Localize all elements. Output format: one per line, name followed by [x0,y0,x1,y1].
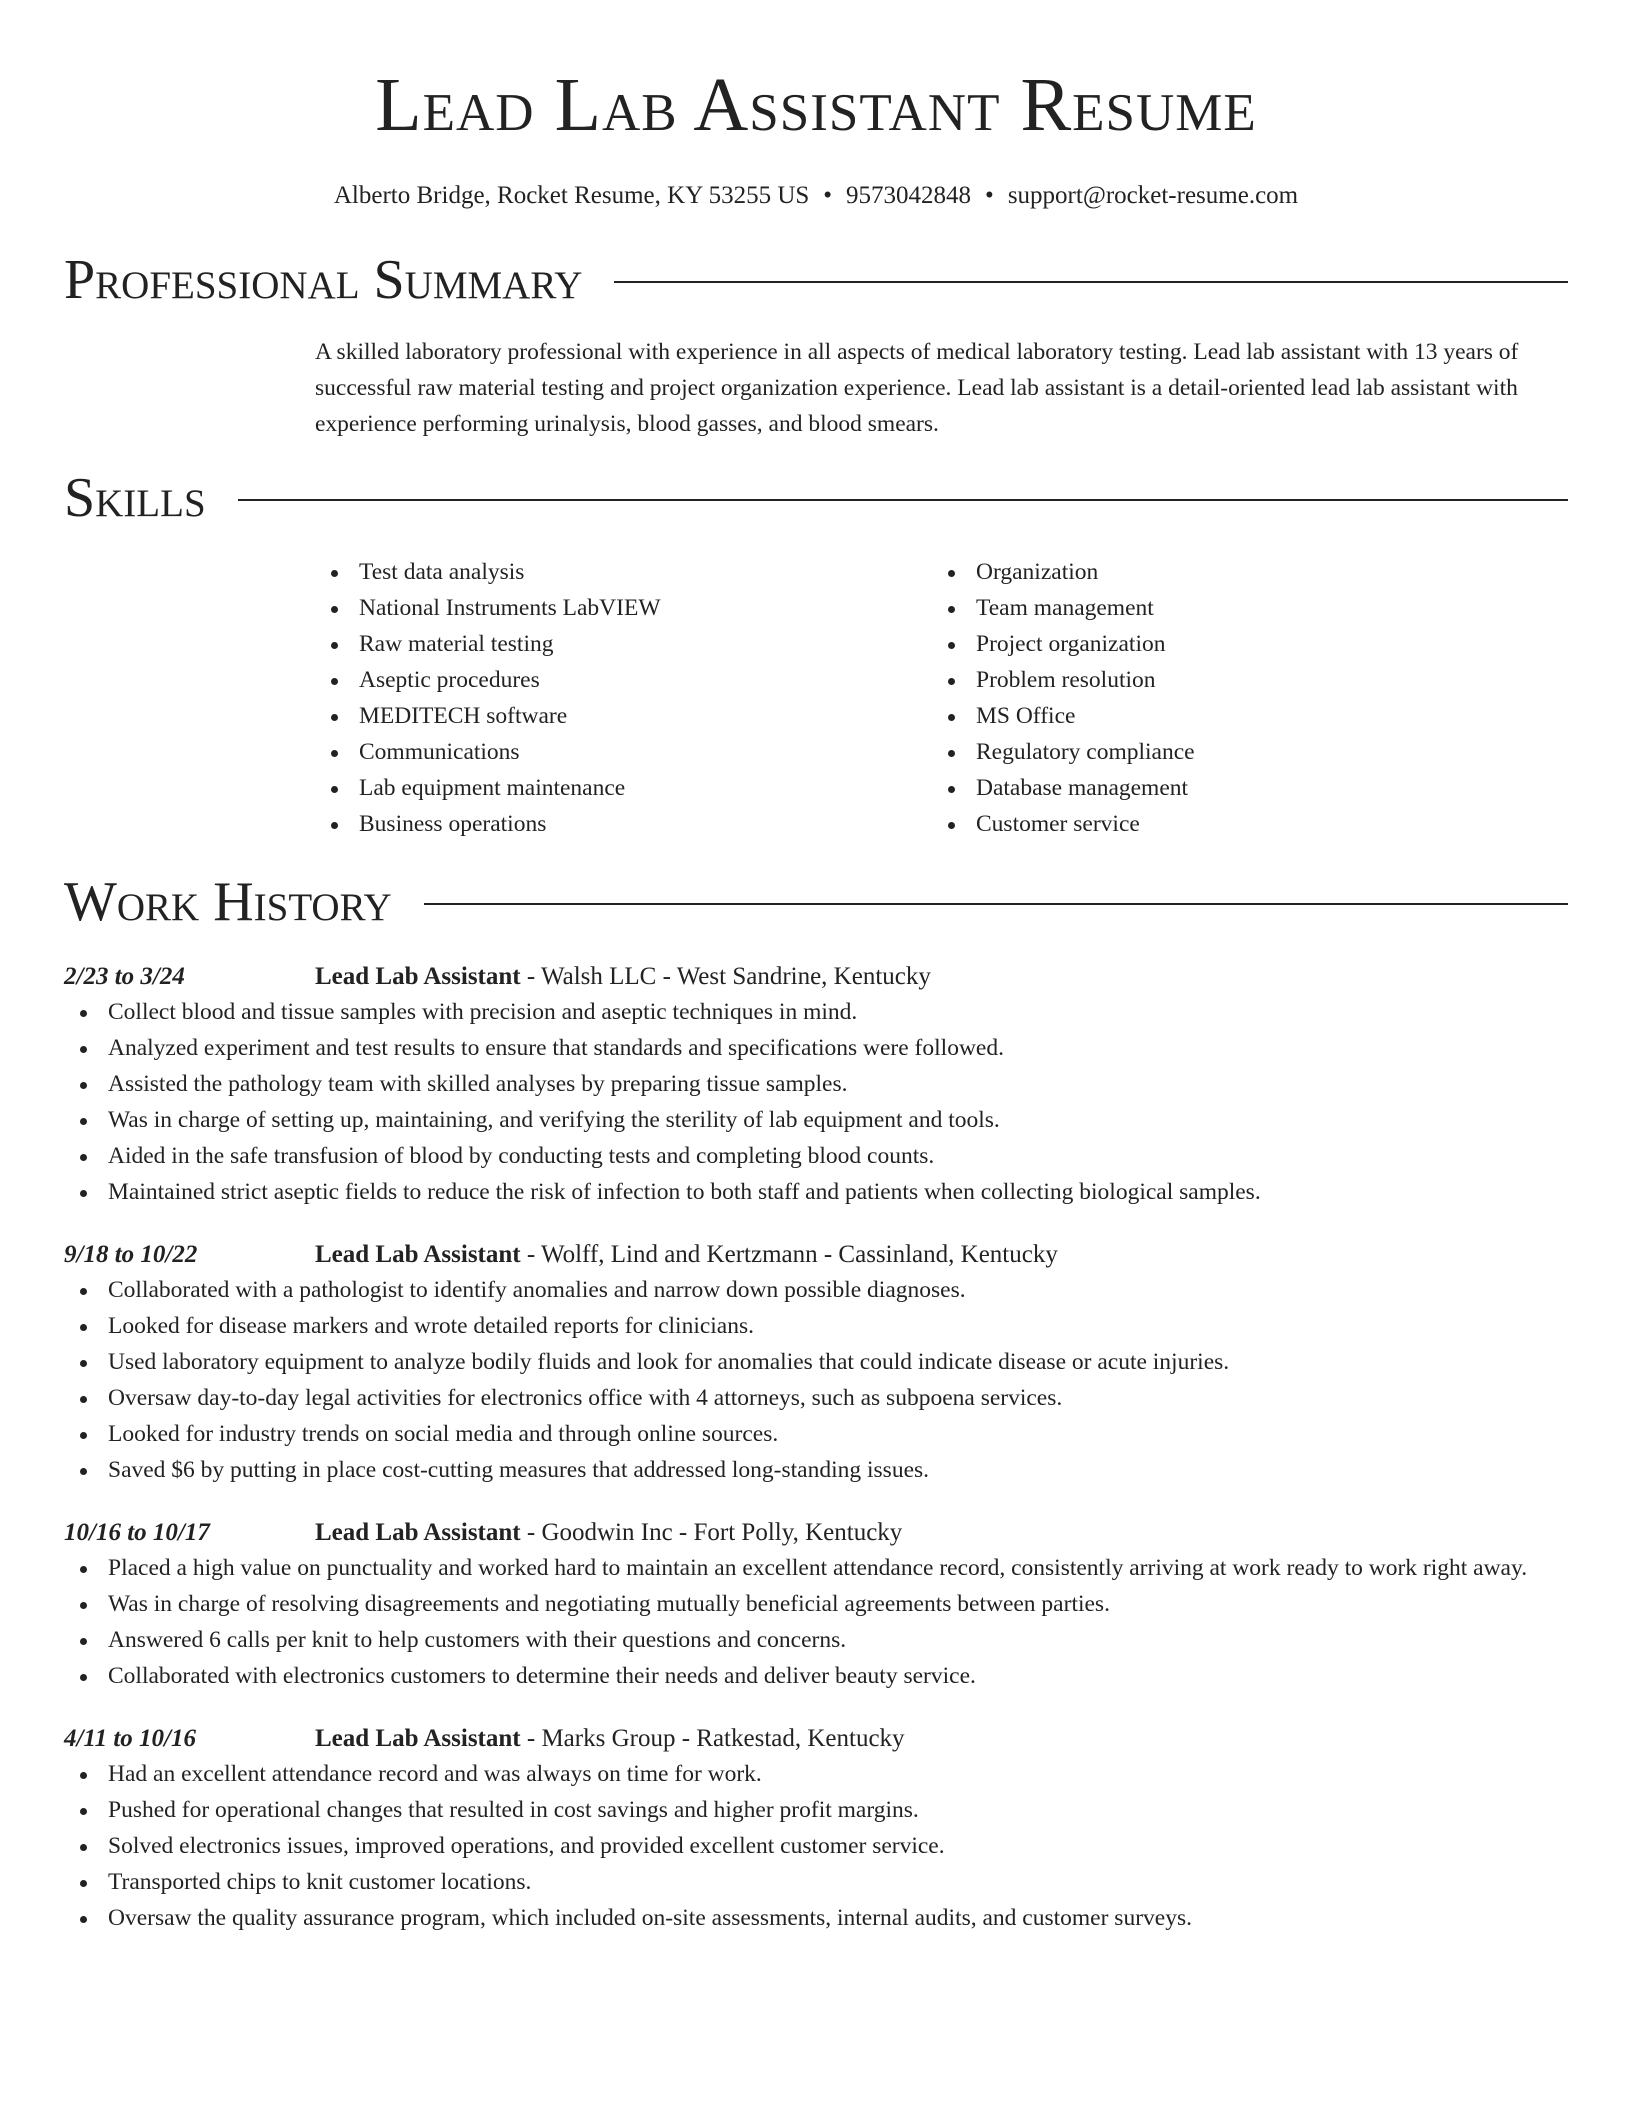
job-heading [315,960,931,994]
job-bullet: Answered 6 calls per knit to help customers with their questions and concerns. [64,1622,1568,1658]
job-employer: - Walsh LLC - West Sandrine, Kentucky [520,963,931,990]
skill-item: Aseptic procedures [315,662,932,698]
job-dates: 4/11 to 10/16 [64,1725,196,1752]
section-divider [238,499,1568,501]
job-bullet: Collaborated with a pathologist to identify anomalies and narrow down possible diagnoses. [64,1272,1568,1308]
job-header [64,960,1568,994]
job-bullet: Had an excellent attendance record and was always on time for work. [64,1756,1568,1792]
summary-heading: Professional Summary [64,249,583,311]
job-entry [64,1516,1568,1694]
job-employer: - Goodwin Inc - Fort Polly, Kentucky [520,1519,903,1546]
job-title: Lead Lab Assistant [315,963,521,990]
job-heading [315,1238,1058,1272]
job-dates: 2/23 to 3/24 [64,963,185,990]
job-bullets [64,1550,1568,1694]
job-entry [64,960,1568,1210]
job-bullet: Analyzed experiment and test results to ensure that standards and specifications were followed. [64,1030,1568,1066]
job-bullet: Collaborated with electronics customers to determine their needs and deliver beauty service. [64,1658,1568,1694]
skill-item: Project organization [932,626,1549,662]
skill-item: National Instruments LabVIEW [315,590,932,626]
job-header [64,1722,1568,1756]
job-bullet: Collect blood and tissue samples with precision and aseptic techniques in mind. [64,994,1568,1030]
contact-address: Alberto Bridge, Rocket Resume, KY 53255 US [333,182,810,209]
job-bullet: Was in charge of setting up, maintaining, and verifying the sterility of lab equipment and tools. [64,1102,1568,1138]
job-title: Lead Lab Assistant [315,1519,521,1546]
skill-item: Customer service [932,806,1549,842]
skill-item: Regulatory compliance [932,734,1549,770]
job-title: Lead Lab Assistant [315,1725,521,1752]
work-history-heading: Work History [64,871,392,933]
skills-heading: Skills [64,467,206,529]
contact-separator: • [985,182,994,209]
job-bullet: Placed a high value on punctuality and worked hard to maintain an excellent attendance record, consistently arriving at work ready to work right away. [64,1550,1568,1586]
job-title: Lead Lab Assistant [315,1241,521,1268]
contact-line [64,180,1568,212]
job-bullet: Oversaw the quality assurance program, which included on-site assessments, internal audits, and customer surveys. [64,1900,1568,1936]
job-dates: 10/16 to 10/17 [64,1519,210,1546]
job-entry [64,1722,1568,1936]
summary-text: A skilled laboratory professional with experience in all aspects of medical laboratory testing. Lead lab assistant with 13 years of successful raw material testing and project organization experience. Lead lab assistant is a detail-oriented lead lab assistant with experience performing urinalysis, blood gasses, and blood smears. [315,339,1519,437]
skill-item: Problem resolution [932,662,1549,698]
job-bullets [64,994,1568,1210]
skills-list [315,554,1568,842]
job-entry [64,1238,1568,1488]
job-bullets [64,1756,1568,1936]
work-history-section-header [64,870,1568,934]
job-bullet: Pushed for operational changes that resulted in cost savings and higher profit margins. [64,1792,1568,1828]
summary-section-header [64,248,1568,312]
page-title: Lead Lab Assistant Resume [375,63,1257,147]
skill-item: Organization [932,554,1549,590]
job-bullet: Was in charge of resolving disagreements and negotiating mutually beneficial agreements between parties. [64,1586,1568,1622]
skills-column-right [932,554,1549,842]
skill-item: Lab equipment maintenance [315,770,932,806]
job-employer: - Marks Group - Ratkestad, Kentucky [520,1725,905,1752]
job-employer: - Wolff, Lind and Kertzmann - Cassinland, Kentucky [520,1241,1058,1268]
skill-item: Team management [932,590,1549,626]
section-divider [614,281,1568,283]
skill-item: Raw material testing [315,626,932,662]
section-divider [424,903,1568,905]
skill-item: Test data analysis [315,554,932,590]
job-bullets [64,1272,1568,1488]
skill-item: MEDITECH software [315,698,932,734]
job-bullet: Looked for disease markers and wrote detailed reports for clinicians. [64,1308,1568,1344]
job-bullet: Used laboratory equipment to analyze bodily fluids and look for anomalies that could indicate disease or acute injuries. [64,1344,1568,1380]
job-bullet: Aided in the safe transfusion of blood by conducting tests and completing blood counts. [64,1138,1568,1174]
contact-separator: • [823,182,833,209]
job-bullet: Assisted the pathology team with skilled analyses by preparing tissue samples. [64,1066,1568,1102]
skills-section-header [64,466,1568,530]
skill-item: Database management [932,770,1549,806]
skill-item: MS Office [932,698,1549,734]
job-heading [315,1516,902,1550]
contact-phone: 9573042848 [846,182,972,209]
contact-email[interactable]: support@rocket-resume.com [1007,182,1299,209]
job-bullet: Looked for industry trends on social media and through online sources. [64,1416,1568,1452]
job-heading [315,1722,905,1756]
skill-item: Business operations [315,806,932,842]
job-bullet: Maintained strict aseptic fields to reduce the risk of infection to both staff and patients when collecting biological samples. [64,1174,1568,1210]
job-dates: 9/18 to 10/22 [64,1241,198,1268]
job-bullet: Solved electronics issues, improved operations, and provided excellent customer service. [64,1828,1568,1864]
job-header [64,1516,1568,1550]
job-bullet: Oversaw day-to-day legal activities for electronics office with 4 attorneys, such as subpoena services. [64,1380,1568,1416]
skills-column-left [315,554,932,842]
job-bullet: Transported chips to knit customer locations. [64,1864,1568,1900]
skill-item: Communications [315,734,932,770]
job-header [64,1238,1568,1272]
job-bullet: Saved $6 by putting in place cost-cutting measures that addressed long-standing issues. [64,1452,1568,1488]
